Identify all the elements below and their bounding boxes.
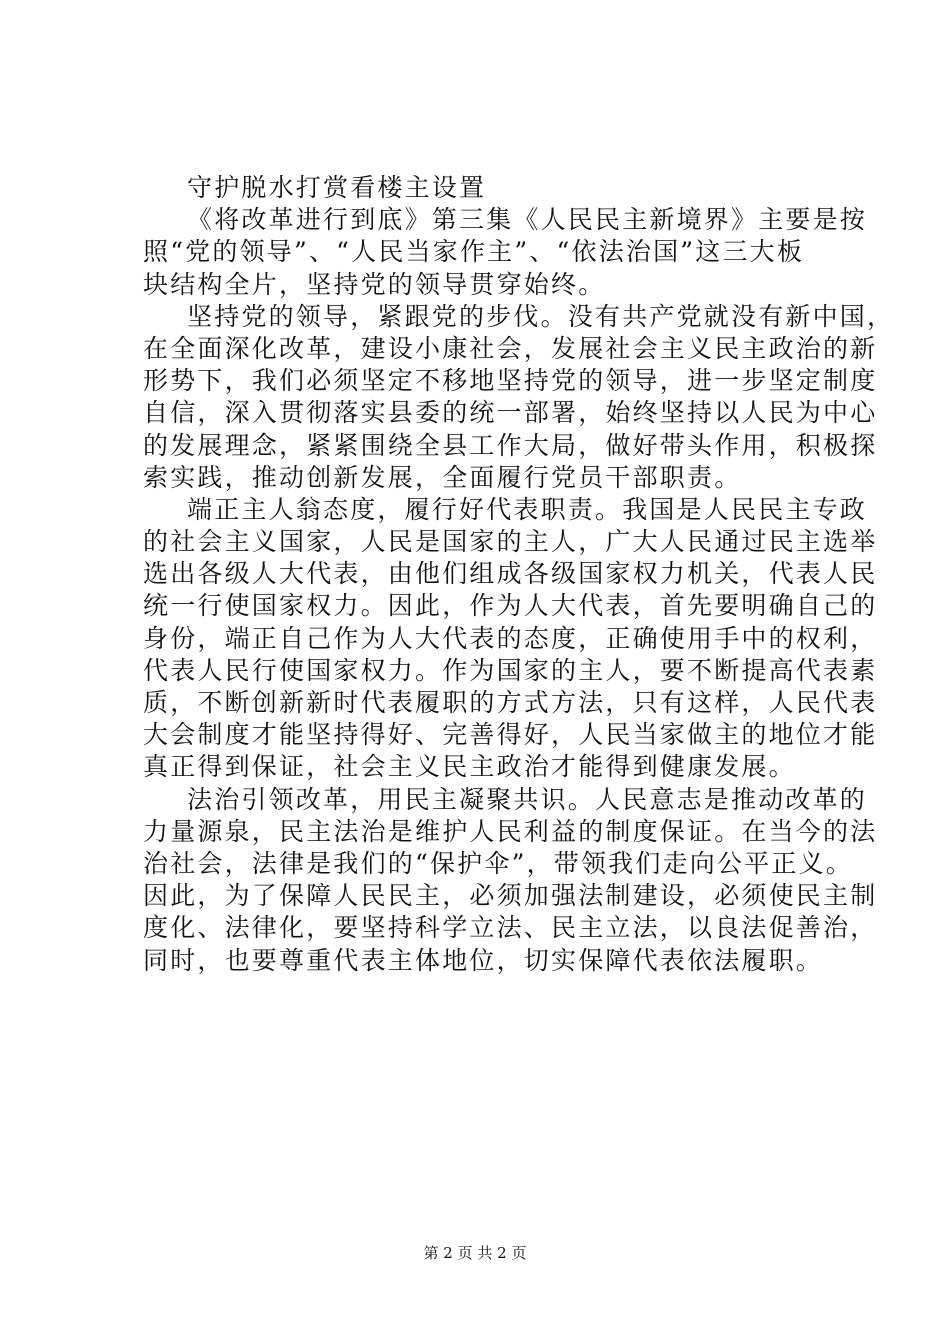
paragraph-line: 照“党的领导”、“人民当家作主”、“依法治国”这三大板 — [143, 237, 805, 267]
paragraph-line: 质，不断创新新时代表履职的方式方法，只有这样，人民代表 — [143, 688, 878, 717]
paragraph-line: 因此，为了保障人民民主，必须加强法制建设，必须使民主制 — [143, 881, 878, 911]
paragraph-2 — [143, 301, 895, 494]
paragraph-line: 选出各级人大代表，由他们组成各级国家权力机关，代表人民 — [143, 559, 878, 589]
paragraph-line: 的发展理念，紧紧围绕全县工作大局，做好带头作用，积极探 — [143, 430, 878, 460]
document-body — [143, 172, 895, 977]
paragraph-line: 《将改革进行到底》第三集《人民民主新境界》主要是按 — [187, 205, 868, 235]
paragraph-line: 治社会，法律是我们的“保护伞”，带领我们走向公平正义。 — [143, 848, 853, 878]
page-footer: 第 2 页 共 2 页 — [423, 1244, 527, 1262]
paragraph-line: 的社会主义国家，人民是国家的主人，广大人民通过民主选举 — [143, 527, 878, 557]
paragraph-line: 坚持党的领导，紧跟党的步伐。没有共产党就没有新中国， — [187, 301, 895, 331]
paragraph-line: 身份，端正自己作为人大代表的态度，正确使用手中的权利， — [143, 623, 878, 653]
paragraph-4 — [143, 784, 878, 977]
paragraph-line: 块结构全片，坚持党的领导贯穿始终。 — [143, 269, 606, 299]
paragraph-line: 统一行使国家权力。因此，作为人大代表，首先要明确自己的 — [143, 591, 878, 621]
paragraph-line: 在全面深化改革，建设小康社会，发展社会主义民主政治的新 — [143, 333, 878, 363]
paragraph-line: 同时，也要尊重代表主体地位，切实保障代表依法履职。 — [143, 945, 824, 975]
paragraph-line: 大会制度才能坚持得好、完善得好，人民当家做主的地位才能 — [143, 720, 878, 750]
paragraph-line: 索实践，推动创新发展，全面履行党员干部职责。 — [143, 462, 742, 492]
paragraph-line: 代表人民行使国家权力。作为国家的主人，要不断提高代表素 — [143, 655, 878, 685]
paragraph-line: 自信，深入贯彻落实县委的统一部署，始终坚持以人民为中心 — [143, 398, 878, 428]
document-title-line: 守护脱水打赏看楼主设置 — [187, 173, 487, 202]
paragraph-line: 端正主人翁态度，履行好代表职责。我国是人民民主专政 — [187, 494, 868, 524]
paragraph-line: 形势下，我们必须坚定不移地坚持党的领导，进一步坚定制度 — [143, 366, 878, 396]
paragraph-line: 真正得到保证，社会主义民主政治才能得到健康发展。 — [143, 752, 796, 782]
paragraph-3 — [143, 494, 878, 784]
paragraph-line: 度化、法律化，要坚持科学立法、民主立法，以良法促善治， — [143, 913, 878, 943]
paragraph-line: 法治引领改革，用民主凝聚共识。人民意志是推动改革的 — [187, 784, 868, 814]
paragraph-1 — [143, 204, 868, 301]
paragraph-line: 力量源泉，民主法治是维护人民利益的制度保证。在当今的法 — [143, 816, 878, 846]
